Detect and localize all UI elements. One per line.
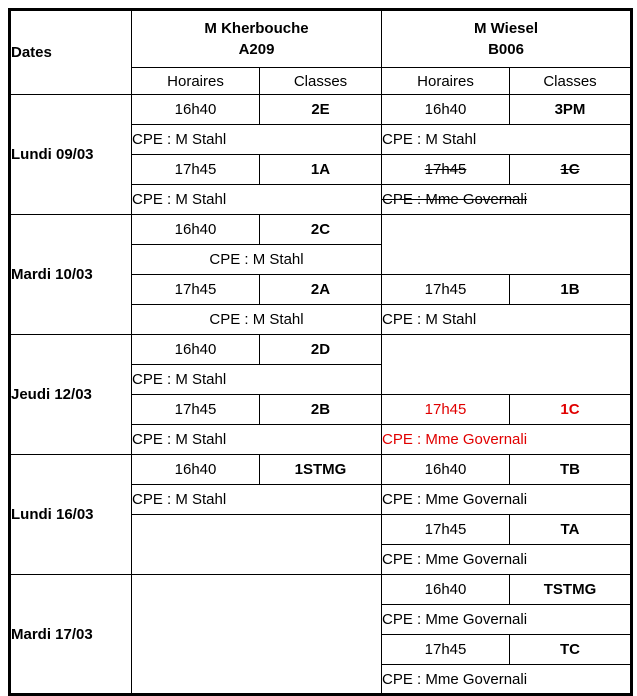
date-cell: Mardi 10/03 [10, 215, 132, 335]
class-cell: 2A [260, 275, 382, 305]
class-cell: TA [510, 515, 632, 545]
time-cell: 17h45 [382, 275, 510, 305]
teacher2-name: M Wiesel [473, 20, 539, 37]
teacher2-room: B006 [488, 41, 524, 58]
teacher1-name: M Kherbouche [204, 20, 309, 37]
time-cell-highlighted: 17h45 [382, 395, 510, 425]
date-cell: Lundi 09/03 [10, 95, 132, 215]
class-cell: 1B [510, 275, 632, 305]
time-cell: 16h40 [382, 455, 510, 485]
cpe-cell: CPE : M Stahl [132, 185, 382, 215]
cpe-cell: CPE : M Stahl [132, 425, 382, 455]
class-cell: 3PM [510, 95, 632, 125]
empty-cell [132, 575, 382, 695]
schedule-table [8, 8, 633, 696]
time-cell: 17h45 [132, 275, 260, 305]
document-page [8, 8, 633, 696]
cpe-cell: CPE : Mme Governali [382, 545, 632, 575]
time-cell: 16h40 [132, 455, 260, 485]
teacher1-header [132, 10, 382, 68]
date-cell: Lundi 16/03 [10, 455, 132, 575]
cpe-cell: CPE : M Stahl [132, 125, 382, 155]
subheader-classes-2: Classes [510, 68, 632, 95]
class-cell-highlighted: 1C [510, 395, 632, 425]
time-cell: 17h45 [132, 395, 260, 425]
time-cell: 16h40 [132, 215, 260, 245]
cpe-cell: CPE : Mme Governali [382, 665, 632, 695]
cpe-cell: CPE : M Stahl [132, 245, 382, 275]
time-cell: 16h40 [132, 95, 260, 125]
time-cell: 17h45 [132, 155, 260, 185]
class-cell: TB [510, 455, 632, 485]
teacher1-room: A209 [238, 41, 275, 58]
subheader-horaires-1: Horaires [132, 68, 260, 95]
subheader-horaires-2: Horaires [382, 68, 510, 95]
time-cell: 16h40 [382, 95, 510, 125]
date-cell: Jeudi 12/03 [10, 335, 132, 455]
time-cell: 16h40 [382, 575, 510, 605]
cpe-cell: CPE : M Stahl [132, 365, 382, 395]
time-cell: 17h45 [382, 635, 510, 665]
empty-cell [382, 335, 632, 395]
time-cell: 16h40 [132, 335, 260, 365]
class-cell: 2C [260, 215, 382, 245]
date-cell: Mardi 17/03 [10, 575, 132, 695]
cpe-cell: CPE : M Stahl [382, 125, 632, 155]
class-cell: 2B [260, 395, 382, 425]
cpe-cell-highlighted: CPE : Mme Governali [382, 425, 632, 455]
class-cell: 2E [260, 95, 382, 125]
empty-cell [382, 215, 632, 275]
teacher2-header [382, 10, 632, 68]
class-cell: 2D [260, 335, 382, 365]
class-cell: 1STMG [260, 455, 382, 485]
empty-cell [132, 515, 382, 575]
class-cell: 1A [260, 155, 382, 185]
cpe-cell: CPE : Mme Governali [382, 605, 632, 635]
cpe-cell: CPE : M Stahl [132, 485, 382, 515]
time-cell: 17h45 [382, 515, 510, 545]
cpe-cell: CPE : M Stahl [132, 305, 382, 335]
class-cell: TC [510, 635, 632, 665]
cpe-cell: CPE : Mme Governali [382, 485, 632, 515]
dates-column-header: Dates [10, 10, 132, 95]
cpe-cell-cancelled: CPE : Mme Governali [382, 185, 632, 215]
cpe-cell: CPE : M Stahl [382, 305, 632, 335]
subheader-classes-1: Classes [260, 68, 382, 95]
class-cell: TSTMG [510, 575, 632, 605]
time-cell-cancelled: 17h45 [382, 155, 510, 185]
class-cell-cancelled: 1C [510, 155, 632, 185]
